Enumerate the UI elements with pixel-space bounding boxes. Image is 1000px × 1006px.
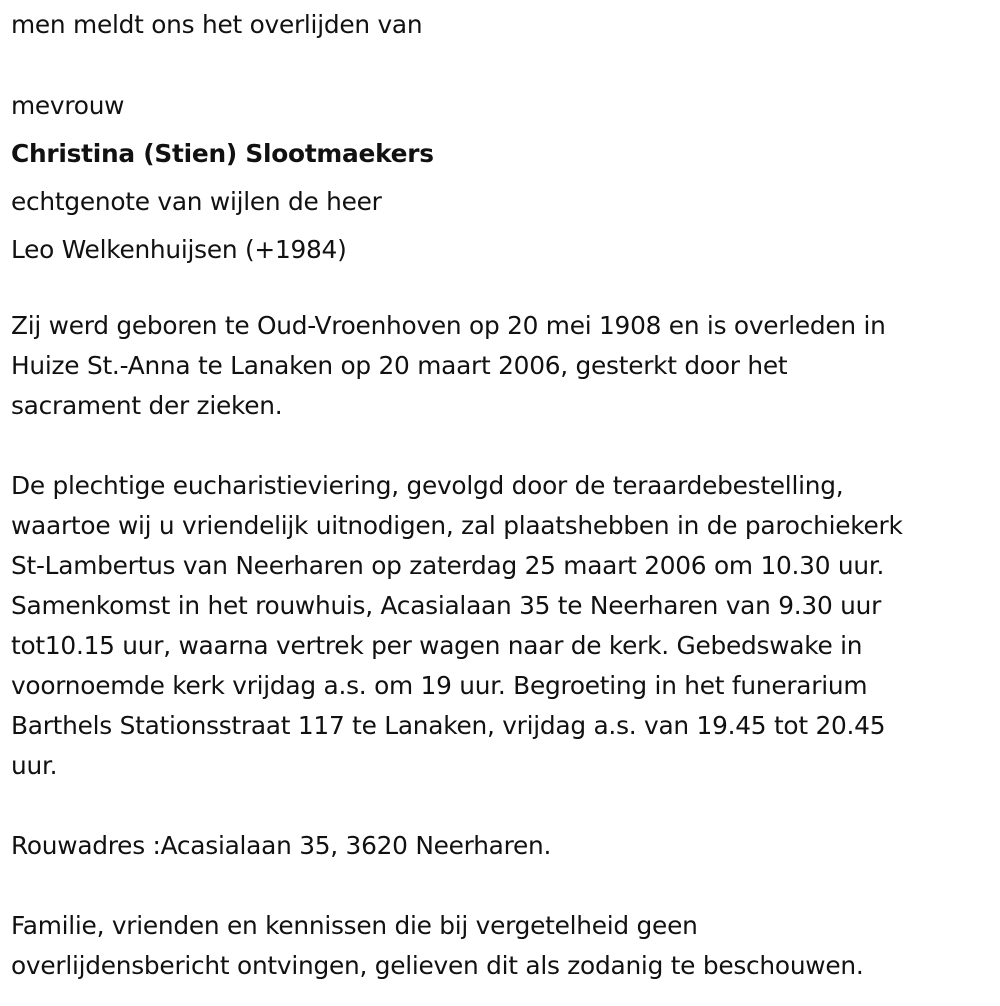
closing-paragraph bbox=[11, 906, 996, 986]
paragraph-line: De plechtige eucharistieviering, gevolgd door de teraardebestelling, bbox=[11, 471, 844, 500]
paragraph-line: St-Lambertus van Neerharen op zaterdag 25 maart 2006 om 10.30 uur. bbox=[11, 551, 885, 580]
paragraph-line: Samenkomst in het rouwhuis, Acasialaan 35 te Neerharen van 9.30 uur bbox=[11, 591, 882, 620]
paragraph-line: sacrament der zieken. bbox=[11, 391, 283, 420]
paragraph-line: Familie, vrienden en kennissen die bij vergetelheid geen bbox=[11, 911, 698, 940]
paragraph-line: Zij werd geboren te Oud-Vroenhoven op 20 mei 1908 en is overleden in bbox=[11, 311, 886, 340]
honorific: mevrouw bbox=[11, 91, 125, 120]
birth-paragraph bbox=[11, 306, 996, 426]
death-notice bbox=[11, 0, 996, 986]
paragraph-line: overlijdensbericht ontvingen, gelieven dit als zodanig te beschouwen. bbox=[11, 951, 864, 980]
paragraph-line: Huize St.-Anna te Lanaken op 20 maart 2006, gesterkt door het bbox=[11, 351, 788, 380]
relation-line: echtgenote van wijlen de heer bbox=[11, 187, 382, 216]
deceased-name: Christina (Stien) Slootmaekers bbox=[11, 139, 434, 168]
paragraph-line: waartoe wij u vriendelijk uitnodigen, zal plaatshebben in de parochiekerk bbox=[11, 511, 903, 540]
paragraph-line: Barthels Stationsstraat 117 te Lanaken, vrijdag a.s. van 19.45 tot 20.45 bbox=[11, 711, 886, 740]
spouse-name: Leo Welkenhuijsen (+1984) bbox=[11, 235, 347, 264]
intro-line: men meldt ons het overlijden van bbox=[11, 10, 423, 39]
spacer bbox=[11, 45, 996, 85]
spacer bbox=[11, 274, 996, 306]
paragraph-line: tot10.15 uur, waarna vertrek per wagen naar de kerk. Gebedswake in bbox=[11, 631, 863, 660]
spacer bbox=[11, 426, 996, 466]
paragraph-line: uur. bbox=[11, 751, 58, 780]
spacer bbox=[11, 866, 996, 906]
paragraph-line: voornoemde kerk vrijdag a.s. om 19 uur. Begroeting in het funerarium bbox=[11, 671, 868, 700]
service-paragraph bbox=[11, 466, 996, 786]
spacer bbox=[11, 786, 996, 826]
mourning-address: Rouwadres :Acasialaan 35, 3620 Neerharen. bbox=[11, 831, 552, 860]
